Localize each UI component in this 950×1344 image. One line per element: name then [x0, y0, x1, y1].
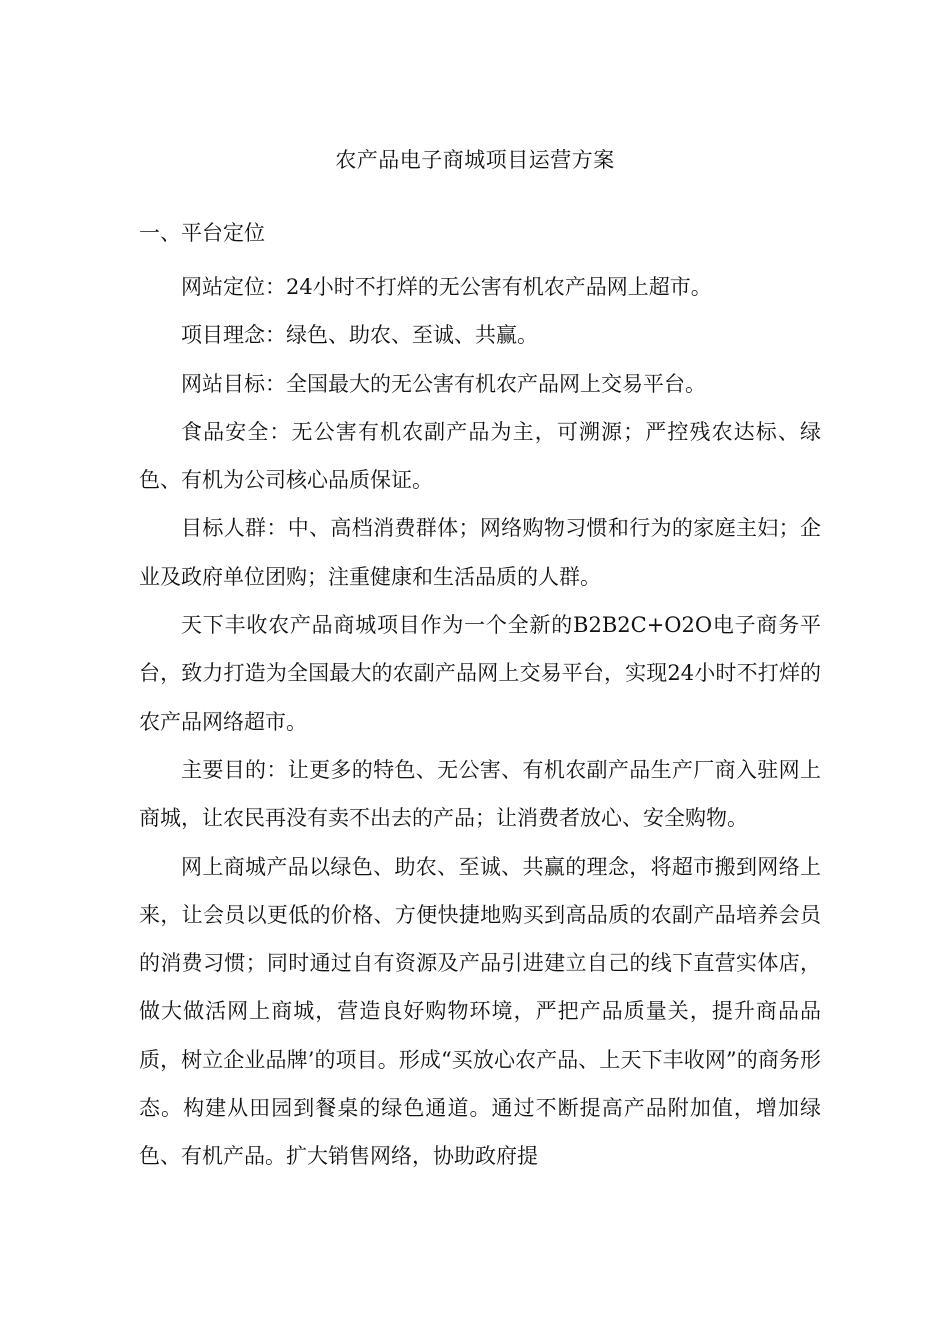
- document-title: 农产品电子商城项目运营方案: [335, 148, 615, 172]
- paragraph-website-goal: 网站目标：全国最大的无公害有机农产品网上交易平台。: [181, 371, 706, 396]
- paragraph-platform-intro: 天下丰收农产品商城项目作为一个全新的B2B2C+O2O电子商务平台，致力打造为全国最大的农副产品网上交易平台，实现24小时不打烊的农产品网络超市。: [139, 613, 821, 734]
- paragraph-food-safety: 食品安全：无公害有机农副产品为主，可溯源；严控残农达标、绿色、有机为公司核心品质保证。: [139, 419, 821, 493]
- document-body: [139, 263, 821, 1181]
- paragraph-mall-concept: 网上商城产品以绿色、助农、至诚、共赢的理念，将超市搬到网络上来，让会员以更低的价格、方便快捷地购买到高品质的农副产品培养会员的消费习惯；同时通过自有资源及产品引进建立自己的线下直营实体店，做大做活网上商城，营造良好购物环境，严把产品质量关，提升商品品质，树立企业品牌’的项目。形成“买放心农产品、上天下丰收网”的商务形态。构建从田园到餐桌的绿色通道。通过不断提高产品附加值，增加绿色、有机产品。扩大销售网络，协助政府提: [139, 854, 821, 1169]
- paragraph-project-philosophy: 项目理念：绿色、助农、至诚、共赢。: [181, 323, 538, 348]
- section-heading: 一、平台定位: [139, 221, 265, 245]
- paragraph-target-audience: 目标人群：中、高档消费群体；网络购物习惯和行为的家庭主妇；企业及政府单位团购；注重健康和生活品质的人群。: [139, 516, 821, 589]
- paragraph-main-purpose: 主要目的：让更多的特色、无公害、有机农副产品生产厂商入驻网上商城，让农民再没有卖不出去的产品；让消费者放心、安全购物。: [139, 757, 821, 831]
- paragraph-website-positioning: 网站定位：24小时不打烊的无公害有机农产品网上超市。: [181, 275, 712, 299]
